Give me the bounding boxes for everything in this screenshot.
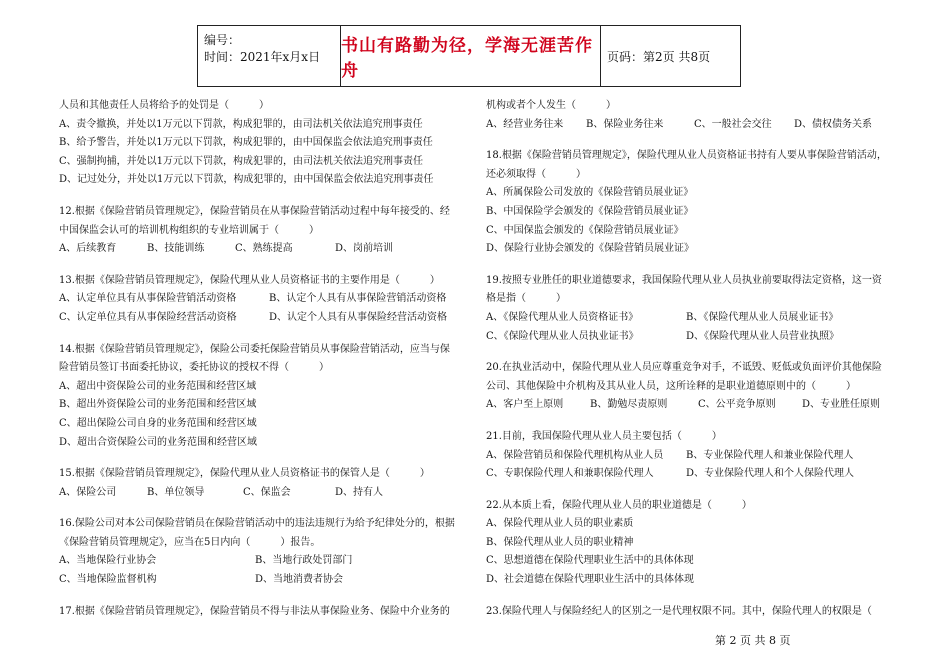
motto: 书山有路勤为径，学海无涯苦作舟 [341, 26, 601, 86]
q19-options-row1 [486, 309, 896, 328]
q15-option-b: B、单位领导 [147, 486, 205, 498]
q17-options [486, 116, 896, 135]
q19-options-row2 [486, 328, 896, 347]
q20-option-d: D、专业胜任原则 [802, 399, 881, 411]
q12-option-d: D、岗前培训 [335, 243, 394, 255]
q22-option-a: A、保险代理从业人员的职业素质 [486, 518, 634, 530]
q22-option-c: C、思想道德在保险代理职业生活中的具体体现 [486, 555, 694, 567]
q14-option-d: D、超出合资保险公司的业务范围和经营区域 [59, 436, 258, 448]
q14-stem: 14.根据《保险营销员管理规定》，保险公司委托保险营销员从事保险营销活动，应当与保 [59, 343, 450, 355]
q16-options-row1 [59, 552, 467, 571]
q16-option-d: D、当地消费者协会 [255, 574, 344, 586]
q20-option-c: C、公平竞争原则 [698, 399, 776, 411]
q18-option-a: A、所属保险公司发放的《保险营销员展业证》 [486, 187, 694, 199]
q14-option-a: A、超出中资保险公司的业务范围和经营区域 [59, 380, 257, 392]
q21-option-b: B、专业保险代理人和兼业保险代理人 [686, 449, 854, 461]
left-column [59, 97, 467, 621]
q15-option-d: D、持有人 [335, 486, 384, 498]
q22-option-d: D、社会道德在保险代理职业生活中的具体体现 [486, 574, 695, 586]
q20-stem-cont: 公司、其他保险中介机构及其从业人员，这所诠释的是职业道德原则中的（ ） [486, 380, 856, 392]
q22-stem: 22.从本质上看，保险代理从业人员的职业道德是（ ） [486, 499, 752, 511]
q20-options [486, 396, 896, 415]
q15-options [59, 484, 467, 503]
q17-option-d: D、债权债务关系 [794, 118, 873, 130]
q16-option-c: C、当地保险监督机构 [59, 574, 157, 586]
q12-option-a: A、后续教育 [59, 243, 117, 255]
page-label: 页码：第2页 共8页 [607, 49, 711, 64]
q21-stem: 21.目前，我国保险代理从业人员主要包括（ ） [486, 430, 722, 442]
q13-option-c: C、认定单位具有从事保险经营活动资格 [59, 311, 237, 323]
q14-option-b: B、超出外资保险公司的业务范围和经营区域 [59, 399, 257, 411]
q13-options-row2 [59, 309, 467, 328]
q15-option-a: A、保险公司 [59, 486, 117, 498]
q18-option-c: C、中国保监会颁发的《保险营销员展业证》 [486, 224, 684, 236]
q12-options [59, 240, 467, 259]
q15-stem: 15.根据《保险营销员管理规定》，保险代理从业人员资格证书的保管人是（ ） [59, 468, 430, 480]
q11-stem: 人员和其他责任人员将给予的处罚是（ ） [59, 100, 269, 111]
q13-option-b: B、认定个人具有从事保险营销活动资格 [269, 293, 447, 305]
q18-option-d: D、保险行业协会颁发的《保险营销员展业证》 [486, 243, 695, 255]
q11-option-b: B、给予警告，并处以1万元以下罚款，构成犯罪的，由中国保监会依法追究刑事责任 [59, 137, 433, 149]
q19-option-c: C、《保险代理从业人员执业证书》 [486, 330, 639, 342]
q20-option-a: A、客户至上原则 [486, 399, 564, 411]
q14-option-c: C、超出保险公司自身的业务范围和经营区域 [59, 417, 257, 429]
q12-stem-cont: 中国保监会认可的培训机构组织的专业培训属于（ ） [59, 224, 319, 236]
q13-stem: 13.根据《保险营销员管理规定》，保险代理从业人员资格证书的主要作用是（ ） [59, 274, 440, 286]
q19-stem-cont: 格是指（ ） [486, 293, 566, 305]
q18-option-b: B、中国保险学会颁发的《保险营销员展业证》 [486, 205, 694, 217]
q11-option-c: C、强制拘捕，并处以1万元以下罚款，构成犯罪的，由司法机关依法追究刑事责任 [59, 155, 424, 167]
q13-options-row1 [59, 290, 467, 309]
q19-option-d: D、《保险代理从业人员营业执照》 [686, 330, 840, 342]
q16-stem-cont: 《保险营销员管理规定》，应当在5日内向（ ）报告。 [59, 536, 321, 548]
q12-stem: 12.根据《保险营销员管理规定》，保险营销员在从事保险营销活动过程中每年接受的、经 [59, 205, 450, 217]
q21-option-c: C、专职保险代理人和兼职保险代理人 [486, 468, 654, 480]
q12-option-c: C、熟练提高 [235, 243, 293, 255]
q17-option-a: A、经营业务往来 [486, 118, 564, 130]
q21-option-d: D、专业保险代理人和个人保险代理人 [686, 468, 855, 480]
q20-option-b: B、勤勉尽责原则 [590, 399, 668, 411]
q21-options-row2 [486, 465, 896, 484]
header-meta [198, 26, 341, 86]
q21-options-row1 [486, 447, 896, 466]
right-column [486, 97, 896, 621]
q20-stem: 20.在执业活动中，保险代理从业人员应尊重竞争对手，不诋毁、贬低或负面评价其他保险 [486, 362, 882, 374]
q16-options-row2 [59, 571, 467, 590]
q13-option-a: A、认定单位具有从事保险营销活动资格 [59, 293, 237, 305]
q11-option-a: A、责令撤换，并处以1万元以下罚款，构成犯罪的，由司法机关依法追究刑事责任 [59, 118, 423, 130]
q18-stem: 18.根据《保险营销员管理规定》，保险代理从业人员资格证书持有人要从事保险营销活动， [486, 150, 887, 162]
q17-option-b: B、保险业务往来 [586, 118, 664, 130]
header-table [197, 25, 741, 87]
q23-stem: 23.保险代理人与保险经纪人的区别之一是代理权限不同。其中，保险代理人的权限是（ [486, 605, 872, 617]
q21-option-a: A、保险营销员和保险代理机构从业人员 [486, 449, 664, 461]
q19-option-a: A、《保险代理从业人员资格证书》 [486, 311, 639, 323]
q13-option-d: D、认定个人具有从事保险经营活动资格 [269, 311, 448, 323]
q16-option-a: A、当地保险行业协会 [59, 555, 157, 567]
q18-stem-cont: 还必须取得（ ） [486, 168, 586, 180]
time-label: 时间：2021年x月x日 [204, 50, 321, 64]
q15-option-c: C、保监会 [243, 486, 291, 498]
q17-stem: 17.根据《保险营销员管理规定》，保险营销员不得与非法从事保险业务、保险中介业务的 [59, 605, 450, 617]
q16-stem: 16.保险公司对本公司保险营销员在保险营销活动中的违法违规行为给予纪律处分的，根据 [59, 518, 455, 530]
q17-option-c: C、一般社会交往 [694, 118, 772, 130]
q12-option-b: B、技能训练 [147, 243, 205, 255]
q19-option-b: B、《保险代理从业人员展业证书》 [686, 311, 839, 323]
q22-option-b: B、保险代理从业人员的职业精神 [486, 536, 634, 548]
q19-stem: 19.按照专业胜任的职业道德要求，我国保险代理从业人员执业前要取得法定资格，这一资 [486, 274, 882, 286]
q16-option-b: B、当地行政处罚部门 [255, 555, 353, 567]
number-label: 编号： [204, 33, 241, 47]
page-footer: 第 2 页 共 8 页 [715, 634, 791, 647]
q11-option-d: D、记过处分，并处以1万元以下罚款，构成犯罪的，由中国保监会依法追究刑事责任 [59, 174, 434, 186]
q14-stem-cont: 险营销员签订书面委托协议，委托协议的授权不得（ ） [59, 362, 329, 374]
q17-stem-cont: 机构或者个人发生（ ） [486, 100, 616, 111]
